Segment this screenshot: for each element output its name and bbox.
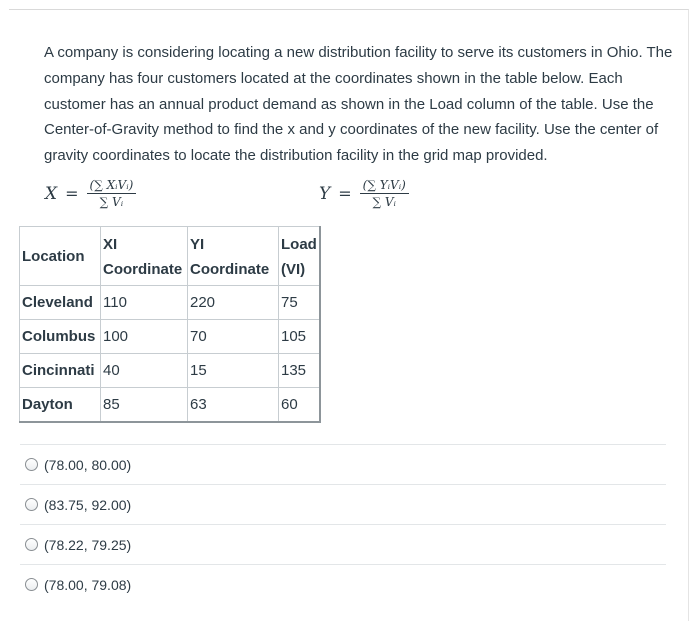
radio-button[interactable] — [25, 498, 38, 511]
cell-yi: 70 — [188, 320, 279, 354]
customer-table — [19, 226, 321, 423]
cell-yi: 15 — [188, 354, 279, 388]
answer-option-label: (78.00, 80.00) — [44, 456, 132, 473]
cell-location: Cleveland — [20, 286, 101, 320]
cell-load: 75 — [279, 286, 320, 320]
cell-xi: 100 — [101, 320, 188, 354]
formula-y-fraction — [360, 178, 409, 209]
header-yi — [188, 227, 279, 286]
table-row — [20, 388, 320, 423]
answer-option[interactable] — [20, 484, 666, 524]
header-yi-line1: YI — [190, 236, 205, 253]
formula-x-denominator: ∑ Vᵢ — [99, 195, 124, 209]
formula-x-numerator: (∑ XᵢVᵢ) — [87, 178, 137, 194]
cell-location: Cincinnati — [20, 354, 101, 388]
header-xi-line2: Coordinate — [103, 261, 183, 278]
cell-location: Dayton — [20, 388, 101, 423]
formula-y — [319, 178, 409, 209]
answer-option-label: (83.75, 92.00) — [44, 496, 132, 513]
question-text: A company is considering locating a new distribution facility to serve its customers in Ohio. The company has four customers located at the coordinates shown in the table below. Each customer has an annual product demand as shown in the Load column of the table. Use the Center-of-Gravity method to find the x and y coordinates of the new facility. Use the center of gravity coordinates to locate the distribution facility in the grid map provided. — [44, 44, 673, 165]
cell-xi: 110 — [101, 286, 188, 320]
table-row — [20, 320, 320, 354]
formula-x-equals: = — [65, 184, 79, 203]
cell-location: Columbus — [20, 320, 101, 354]
header-location: Location — [20, 227, 101, 286]
header-load-line1: Load — [281, 236, 317, 253]
formula-x-fraction — [87, 178, 137, 209]
header-yi-line2: Coordinate — [190, 261, 270, 278]
formula-y-denominator: ∑ Vᵢ — [372, 195, 396, 209]
answer-option-label: (78.22, 79.25) — [44, 536, 132, 553]
answer-option-label: (78.00, 79.08) — [44, 576, 132, 593]
answer-option[interactable] — [20, 564, 666, 604]
cell-yi: 63 — [188, 388, 279, 423]
cell-xi: 40 — [101, 354, 188, 388]
header-xi-line1: XI — [103, 236, 118, 253]
cell-load: 60 — [279, 388, 320, 423]
answer-option[interactable] — [20, 444, 666, 484]
formula-y-var: Y — [319, 183, 331, 204]
formula-y-numerator: (∑ YᵢVᵢ) — [360, 178, 409, 194]
formula-x — [45, 178, 136, 209]
cell-xi: 85 — [101, 388, 188, 423]
answer-option[interactable] — [20, 524, 666, 564]
formula-y-equals: = — [338, 184, 352, 203]
table-row — [20, 286, 320, 320]
table-header-row — [20, 227, 320, 286]
cell-load: 135 — [279, 354, 320, 388]
answer-options — [20, 444, 666, 604]
cell-yi: 220 — [188, 286, 279, 320]
cell-load: 105 — [279, 320, 320, 354]
radio-button[interactable] — [25, 458, 38, 471]
header-load-line2: (VI) — [281, 261, 306, 278]
header-xi — [101, 227, 188, 286]
radio-button[interactable] — [25, 538, 38, 551]
table-row — [20, 354, 320, 388]
formula-x-var: X — [45, 183, 58, 204]
header-load — [279, 227, 320, 286]
radio-button[interactable] — [25, 578, 38, 591]
